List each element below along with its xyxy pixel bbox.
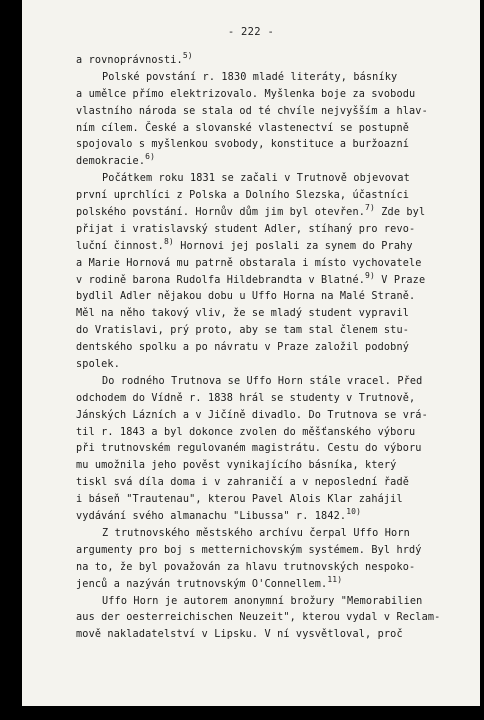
text-line xyxy=(76,475,468,492)
line-text: tiskl svá díla doma i v zahraničí a v neposlední řadě xyxy=(76,477,410,489)
line-text: Měl na něho takový vliv, že se mladý student vypravil xyxy=(76,308,410,320)
text-line xyxy=(76,236,468,256)
line-text: mově nakladatelství v Lipsku. V ní vysvětloval, proč xyxy=(76,629,403,641)
line-text: til r. 1843 a byl dokonce zvolen do měšťanského výboru xyxy=(76,426,416,438)
text-line xyxy=(76,408,468,425)
text-line xyxy=(76,526,468,543)
text-line xyxy=(76,256,468,273)
line-text: argumenty pro boj s metternichovským systémem. Byl hrdý xyxy=(76,544,422,556)
text-line xyxy=(76,70,468,87)
line-text: spojovalo s myšlenkou svobody, konstituce a buržoazní xyxy=(76,139,410,151)
text-line xyxy=(76,323,468,340)
text-line xyxy=(76,270,468,290)
text-line xyxy=(76,357,468,374)
text-line xyxy=(76,560,468,577)
line-text: dentského spolku a po návratu v Praze založil podobný xyxy=(76,342,410,354)
line-text: odchodem do Vídně r. 1838 hrál se studenty v Trutnově, xyxy=(76,392,416,404)
line-text: Polské povstání r. 1830 mladé literáty, básníky xyxy=(102,71,398,83)
footnote-marker: 8) xyxy=(163,236,174,246)
text-line xyxy=(76,137,468,154)
line-text: přijat i vratislavský student Adler, stíhaný pro revo- xyxy=(76,223,416,235)
line-text: vlastního národa se stala od té chvíle nejvyšším a hlav- xyxy=(76,105,428,117)
footnote-marker: 6) xyxy=(145,152,156,162)
line-text: polského povstání. Hornův dům jim byl otevřen. xyxy=(76,207,366,219)
line-text-continued: Zde byl xyxy=(374,207,426,219)
line-text: spolek. xyxy=(76,359,120,371)
line-text: Do rodného Trutnova se Uffo Horn stále vracel. Před xyxy=(102,375,423,387)
line-text: Jánských Lázních a v Jičíně divadlo. Do Trutnova se vrá- xyxy=(76,409,428,421)
text-line xyxy=(76,87,468,104)
line-text: bydlil Adler nějakou dobu u Uffo Horna na Malé Straně. xyxy=(76,291,416,303)
line-text: Z trutnovského městského archívu čerpal Uffo Horn xyxy=(102,527,410,539)
line-text: luční činnost. xyxy=(76,240,164,252)
text-line xyxy=(76,154,468,171)
document-page xyxy=(22,0,480,706)
line-text: při trutnovském regulovaném magistrátu. Cestu do výboru xyxy=(76,443,422,455)
text-line xyxy=(76,205,468,222)
footnote-marker: 9) xyxy=(365,270,375,280)
text-line xyxy=(76,289,468,306)
line-text: demokracie. xyxy=(76,156,146,168)
text-line xyxy=(76,104,468,121)
text-line xyxy=(76,374,468,391)
line-text: a Marie Hornová mu patrně obstarala i místo vychovatele xyxy=(76,257,422,269)
line-text: Počátkem roku 1831 se začali v Trutnově objevovat xyxy=(102,173,410,185)
footnote-marker: 5) xyxy=(182,51,193,60)
line-text: aus der oesterreichischen Neuzeit", kterou vydal v Reclam- xyxy=(76,612,441,624)
line-text: na to, že byl považován za hlavu trutnovských nespoko- xyxy=(76,561,416,573)
line-text: první uprchlíci z Polska a Dolního Slezska, účastníci xyxy=(76,190,410,202)
text-line xyxy=(76,53,468,70)
text-line xyxy=(76,425,468,442)
line-text: a umělce přímo elektrizovalo. Myšlenka boje za svobodu xyxy=(76,88,416,100)
line-text: a rovnoprávnosti. xyxy=(76,55,183,66)
footnote-marker: 7) xyxy=(365,203,375,213)
text-line xyxy=(76,458,468,475)
text-line xyxy=(76,594,468,611)
page-number: - 222 - xyxy=(227,26,275,38)
line-text: v rodině barona Rudolfa Hildebrandta v Blatné. xyxy=(76,274,366,286)
line-text: mu umožnila jeho pověst vynikajícího básníka, který xyxy=(76,460,397,472)
text-line xyxy=(76,627,468,644)
text-line xyxy=(76,574,468,594)
line-text: Uffo Horn je autorem anonymní brožury "Memorabilien xyxy=(102,595,423,607)
line-text: i báseň "Trautenau", kterou Pavel Alois Klar zahájil xyxy=(76,494,403,506)
line-text: jenců a nazýván trutnovským O'Connellem. xyxy=(76,578,328,590)
line-text: vydávání svého almanachu "Libussa" r. 1842. xyxy=(76,511,347,523)
text-line xyxy=(76,543,468,560)
text-line xyxy=(76,171,468,188)
text-line xyxy=(76,188,468,205)
text-line xyxy=(76,340,468,357)
text-line xyxy=(76,222,468,239)
text-line xyxy=(76,610,468,627)
line-text-continued: Hornovi jej poslali za synem do Prahy xyxy=(173,240,413,252)
body-text xyxy=(76,53,468,644)
footnote-marker: 11) xyxy=(327,574,343,584)
footnote-marker: 10) xyxy=(346,507,362,517)
text-line xyxy=(76,492,468,509)
text-line xyxy=(76,306,468,323)
text-line xyxy=(76,441,468,458)
text-line xyxy=(76,391,468,408)
line-text-continued: V Praze xyxy=(374,274,426,286)
line-text: do Vratislavi, prý proto, aby se tam stal členem stu- xyxy=(76,325,410,337)
line-text: ním cílem. České a slovanské vlastenectví se postupně xyxy=(76,122,410,134)
text-line xyxy=(76,509,468,526)
text-line xyxy=(76,121,468,138)
